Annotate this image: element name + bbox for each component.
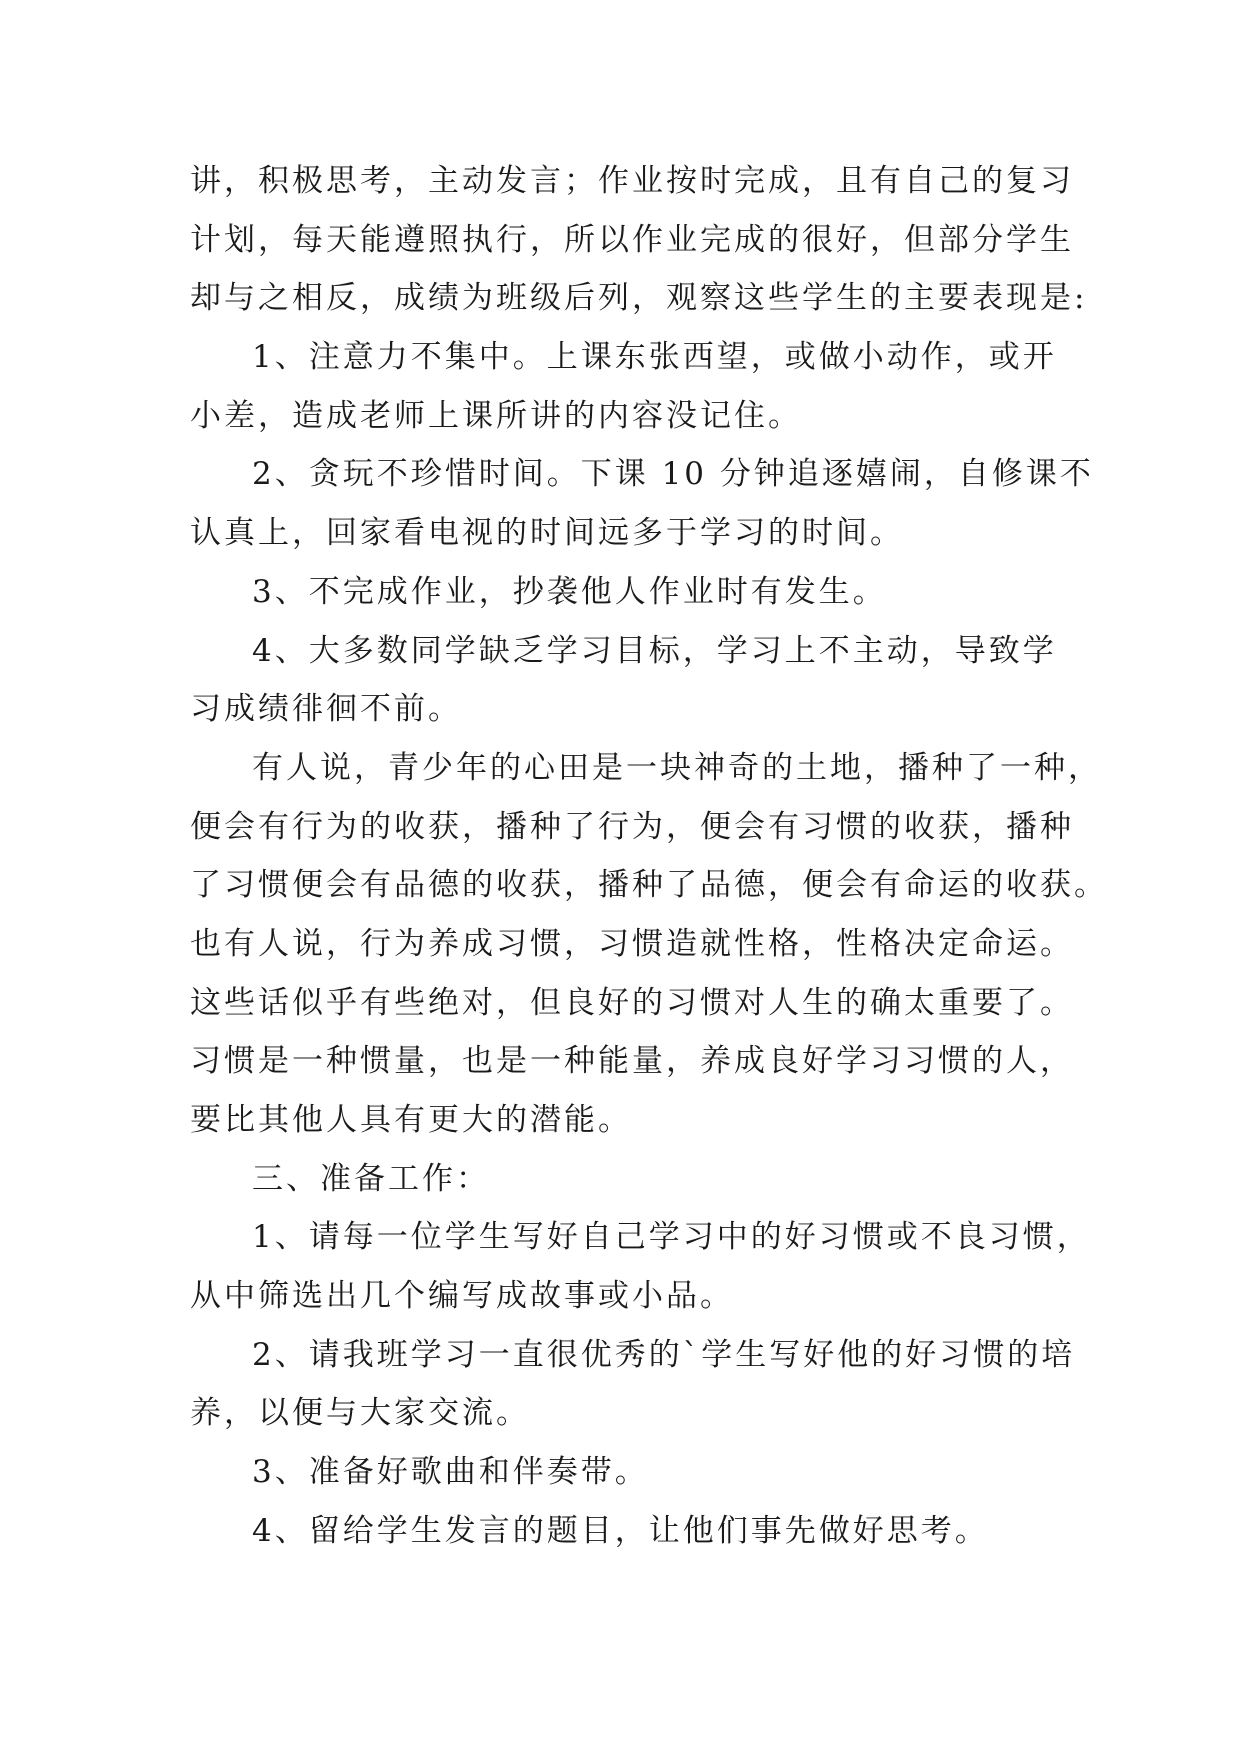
text-line: 便会有行为的收获，播种了行为，便会有习惯的收获，播种 (190, 808, 1074, 845)
text-line: 讲，积极思考，主动发言；作业按时完成，且有自己的复习 (190, 163, 1074, 199)
text-line: 这些话似乎有些绝对，但良好的习惯对人生的确太重要了。 (190, 984, 1074, 1021)
text-line: 养，以便与大家交流。 (190, 1395, 530, 1432)
text-line: 却与之相反，成绩为班级后列，观察这些学生的主要表现是: (190, 280, 1088, 317)
list-item-4-line: 4、大多数同学缺乏学习目标，学习上不主动，导致学 (252, 632, 1057, 669)
text-line: 计划，每天能遵照执行，所以作业完成的很好，但部分学生 (190, 221, 1074, 258)
prep-item-3-line: 3、准备好歌曲和伴奏带。 (252, 1454, 649, 1491)
text-line: 也有人说，行为养成习惯，习惯造就性格，性格决定命运。 (190, 925, 1074, 962)
prep-item-4-line: 4、留给学生发言的题目，让他们事先做好思考。 (252, 1512, 989, 1549)
text-line: 小差，造成老师上课所讲的内容没记住。 (190, 397, 802, 434)
section-heading: 三、准备工作： (252, 1160, 490, 1197)
text-line: 认真上，回家看电视的时间远多于学习的时间。 (190, 515, 904, 552)
paragraph-start-line: 有人说，青少年的心田是一块神奇的土地，播种了一种， (252, 749, 1102, 786)
prep-item-1-line: 1、请每一位学生写好自己学习中的好习惯或不良习惯， (252, 1219, 1091, 1256)
document-body (190, 152, 1108, 1561)
text-line: 了习惯便会有品德的收获，播种了品德，便会有命运的收获。 (190, 867, 1108, 904)
list-item-2-line: 2、贪玩不珍惜时间。下课 10 分钟追逐嬉闹，自修课不 (252, 456, 1094, 493)
list-item-1-line: 1、注意力不集中。上课东张西望，或做小动作，或开 (252, 339, 1057, 376)
text-line: 习成绩徘徊不前。 (190, 691, 462, 728)
text-line: 习惯是一种惯量，也是一种能量，养成良好学习习惯的人， (190, 1043, 1074, 1080)
prep-item-2-line: 2、请我班学习一直很优秀的`学生写好他的好习惯的培 (252, 1336, 1076, 1373)
text-line: 要比其他人具有更大的潜能。 (190, 1102, 632, 1138)
list-item-3-line: 3、不完成作业，抄袭他人作业时有发生。 (252, 573, 887, 610)
text-line: 从中筛选出几个编写成故事或小品。 (190, 1278, 734, 1315)
